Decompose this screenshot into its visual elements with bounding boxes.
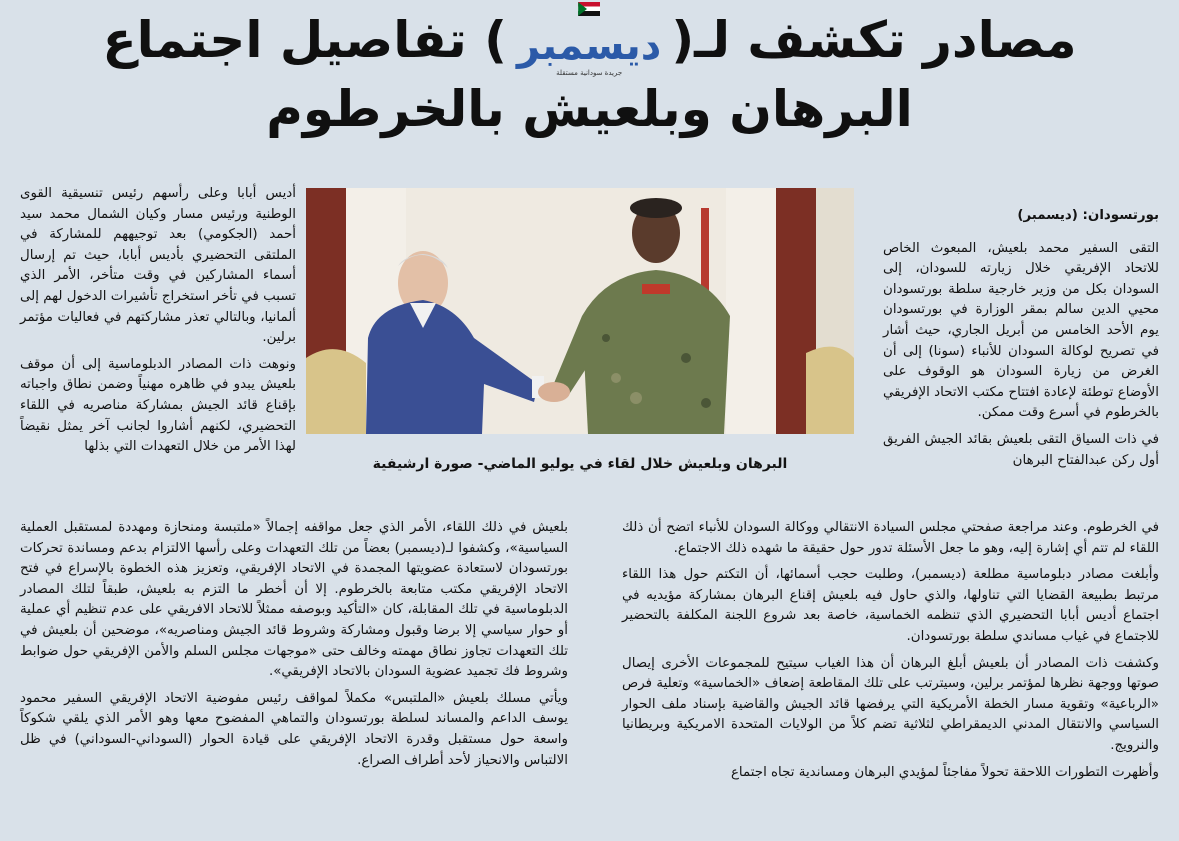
article-photo	[306, 188, 854, 434]
paragraph: في ذات السياق التقى بلعيش بقائد الجيش الفريق أول ركن عبدالفتاح البرهان	[883, 431, 1159, 468]
paragraph: أديس أبابا وعلى رأسهم رئيس تنسيقية القوى الوطنية ورئيس مسار وكيان الشمال محمد سيد أحمد (الجكومي) بعد توجيههم للمشاركة في الملتقى التحضيري بأديس أبابا، حيث تم إرسال أسماء المشاركين في وقت متأخر، الأمر الذي تسبب في تأخر استخراج تأشيرات الدخول لهم إلى ألمانيا، وبالتالي تعذر مشاركتهم في فعاليات مؤتمر برلين.	[20, 186, 296, 346]
article-column-bottom-left	[20, 518, 568, 777]
photo-caption: البرهان وبلعيش خلال لقاء في يوليو الماضي- صورة ارشيفية	[372, 456, 788, 472]
brand-tagline: جريدة سودانية مستقلة	[556, 69, 623, 77]
headline-part-right: مصادر تكشف لـ(	[671, 11, 1077, 69]
article-column-left	[20, 184, 296, 464]
headline-line-1	[40, 8, 1139, 77]
paragraph: ونوهت ذات المصادر الدبلوماسية إلى أن موقف بلعيش يبدو في ظاهره مهنياً وضمن نطاق واجباته بإقناع قائد الجيش بمشاركة مناصريه في اللقاء التحضيري، لكنهم أشاروا لجانب آخر يمثل نقيضاً لهذا الأمر من خلال التعهدات التي بذلها	[20, 356, 296, 455]
headline-line-2: البرهان وبلعيش بالخرطوم	[266, 80, 913, 138]
brand-logo	[511, 10, 667, 77]
brand-name: ديسمبر	[517, 23, 662, 69]
paragraph: التقى السفير محمد بلعيش، المبعوث الخاص للاتحاد الإفريقي خلال زيارته للسودان، إلى السودان بكل من وزير خارجية سلطة بورتسودان محيي الدين سالم بمقر الوزارة في بورتسودان يوم الأحد الخامس من أبريل الجاري، حيث أشار في تصريح لوكالة السودان للأنباء (سونا) إلى أن الغرض من زيارة السودان هو الوقوف على الأوضاع توطئة لإعادة افتتاح مكتب الاتحاد الإفريقي بالخرطوم في أسرع وقت ممكن.	[883, 240, 1159, 421]
paragraph: بلعيش في ذلك اللقاء، الأمر الذي جعل مواقفه إجمالاً «ملتبسة ومنحازة ومهددة لمستقبل العملية السياسية»، وكشفوا لـ(ديسمبر) بعضاً من تلك التعهدات وعلى رأسها الالتزام بدعم ومساندة تحركات بورتسودان لاستعادة عضويتها المجمدة في الاتحاد الإفريقي، وتعزيز هذه الخطوة بالإسراع في فتح الاتحاد الإفريقي مكتب متابعة بالخرطوم. إلا أن أخطر ما التزم به بلعيش، طبقاً لتلك المصادر الدبلوماسية في تلك المقابلة، كان «التأكيد وبوصفه ممثلاً للاتحاد الافريقي على عدم تنظيم أي عملية أو حوار سياسي إلا برضا وقبول ومشاركة وشروط قائد الجيش ومناصريه»، موضحين أن بلعيش في تلك التعهدات تجاوز نطاق مهمته وخالف حتى «موجهات مجلس السلم والأمن الإفريقي حول ضوابط وشروط فك تجميد عضوية السودان بالاتحاد الإفريقي».	[20, 520, 568, 680]
headline-part-left: ) تفاصيل اجتماع	[102, 11, 508, 69]
paragraph: وأظهرت التطورات اللاحقة تحولاً مفاجئاً لمؤيدي البرهان ومساندية تجاه اجتماع	[730, 764, 1159, 780]
article-column-bottom-right	[622, 518, 1159, 789]
dateline: بورتسودان: (ديسمبر)	[1017, 208, 1159, 223]
article-column-right	[883, 206, 1159, 477]
paragraph: وأبلغت مصادر دبلوماسية مطلعة (ديسمبر)، وطلبت حجب أسمائها، أن التكتم حول هذا اللقاء مرتبط بطبيعة القضايا التي تناولها، والذي حاول فيه بلعيش إقناع البرهان بمشاركة مؤيديه في اجتماع أديس أبابا التحضيري الذي تنظمه الخماسية، خاصة بعد شروع اللجنة المكلفة بالتحضير للاجتماع في غياب مساندي سلطة بورتسودان.	[622, 567, 1159, 644]
handshake-photo-image	[306, 188, 854, 434]
headline	[40, 8, 1139, 141]
paragraph: وكشفت ذات المصادر أن بلعيش أبلغ البرهان أن هذا الغياب سيتيح للمجموعات الأخرى إيصال صوتها ووجهة نظرها لمؤتمر برلين، وسيترتب على تلك المقاطعة إضعاف «الخماسية» وتعلية فرص «الرباعية» وتقوية مسار الخطة الأمريكية التي يرفضها قائد الجيش والقاضية بإسناد ملف الحوار السياسي والانتقال المدني الديمقراطي لثلاثية تضم كلاً من الولايات المتحدة الامريكية وبريطانيا والنرويج.	[622, 655, 1159, 753]
paragraph: ويأتي مسلك بلعيش «الملتبس» مكملاً لمواقف رئيس مفوضية الاتحاد الإفريقي السفير محمود يوسف الداعم والمساند لسلطة بورتسودان والتماهي المفضوح معها وهو الأمر الذي يلقي شكوكاً واسعة حول مستقبل وقدرة الاتحاد الإفريقي على قيادة الحوار (السوداني-السوداني) في ظل الالتباس والانحياز لأحد أطراف الصراع.	[20, 690, 568, 768]
paragraph: في الخرطوم. وعند مراجعة صفحتي مجلس السيادة الانتقالي ووكالة السودان للأنباء اتضح أن ذلك اللقاء لم تتم أي إشارة إليه، وهو ما جعل الأسئلة تدور حول حقيقة ما شهده ذلك الاجتماع.	[622, 520, 1159, 556]
sudan-flag-icon	[578, 2, 600, 16]
